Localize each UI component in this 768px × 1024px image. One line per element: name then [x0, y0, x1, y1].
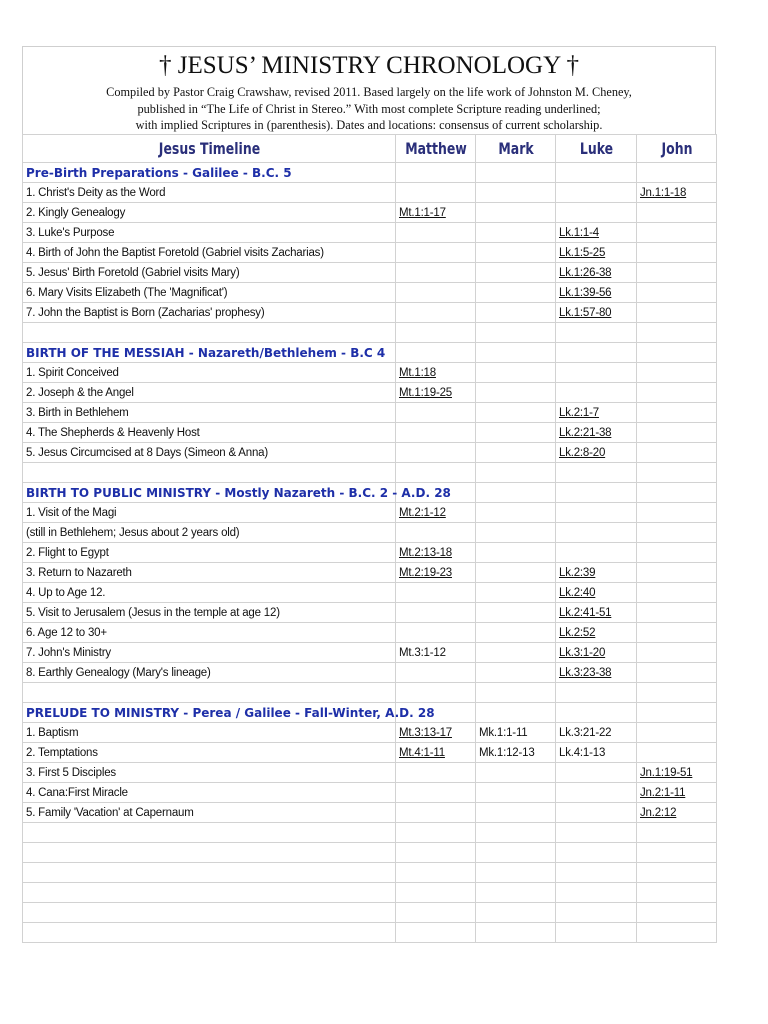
empty-cell	[396, 163, 476, 183]
john-reference[interactable]: Jn.2:12	[637, 803, 717, 823]
luke-reference[interactable]: Lk.1:5-25	[556, 243, 637, 263]
event-row	[23, 183, 717, 203]
matthew-reference	[396, 763, 476, 783]
john-reference	[637, 203, 717, 223]
event-row	[23, 583, 717, 603]
event-row	[23, 203, 717, 223]
section-title: BIRTH TO PUBLIC MINISTRY - Mostly Nazareth - B.C. 2 - A.D. 28	[23, 483, 396, 503]
luke-reference	[556, 203, 637, 223]
empty-cell	[476, 683, 556, 703]
blank-row	[23, 843, 717, 863]
empty-cell	[637, 863, 717, 883]
empty-cell	[23, 923, 396, 943]
event-row	[23, 443, 717, 463]
john-reference	[637, 743, 717, 763]
event-row	[23, 603, 717, 623]
event-label: 6. Age 12 to 30+	[23, 623, 396, 643]
event-label: 1. Visit of the Magi	[23, 503, 396, 523]
luke-reference[interactable]: Lk.2:8-20	[556, 443, 637, 463]
mark-reference	[476, 263, 556, 283]
luke-reference[interactable]: Lk.2:21-38	[556, 423, 637, 443]
luke-reference	[556, 383, 637, 403]
empty-cell	[396, 903, 476, 923]
empty-cell	[556, 463, 637, 483]
matthew-reference	[396, 803, 476, 823]
john-reference	[637, 443, 717, 463]
john-reference	[637, 423, 717, 443]
empty-cell	[476, 703, 556, 723]
luke-reference	[556, 363, 637, 383]
section-header-row	[23, 163, 717, 183]
title-box	[22, 46, 716, 134]
event-row	[23, 743, 717, 763]
luke-reference[interactable]: Lk.2:41-51	[556, 603, 637, 623]
luke-reference[interactable]: Lk.3:23-38	[556, 663, 637, 683]
luke-reference	[556, 783, 637, 803]
matthew-reference[interactable]: Mt.2:13-18	[396, 543, 476, 563]
empty-cell	[476, 323, 556, 343]
event-label: 7. John's Ministry	[23, 643, 396, 663]
empty-cell	[556, 163, 637, 183]
column-header-luke: Luke	[564, 135, 627, 163]
matthew-reference[interactable]: Mt.2:1-12	[396, 503, 476, 523]
john-reference	[637, 363, 717, 383]
luke-reference	[556, 803, 637, 823]
event-label: 2. Kingly Genealogy	[23, 203, 396, 223]
empty-cell	[396, 463, 476, 483]
empty-cell	[396, 343, 476, 363]
column-header-timeline: Jesus Timeline	[64, 135, 355, 163]
event-label: (still in Bethlehem; Jesus about 2 years old)	[23, 523, 396, 543]
empty-cell	[556, 323, 637, 343]
column-header-mark: Mark	[484, 135, 546, 163]
mark-reference	[476, 363, 556, 383]
john-reference	[637, 663, 717, 683]
empty-cell	[476, 463, 556, 483]
matthew-reference	[396, 583, 476, 603]
matthew-reference	[396, 403, 476, 423]
event-label: 5. Jesus Circumcised at 8 Days (Simeon & Anna)	[23, 443, 396, 463]
empty-cell	[476, 903, 556, 923]
empty-cell	[396, 863, 476, 883]
mark-reference	[476, 543, 556, 563]
mark-reference	[476, 383, 556, 403]
empty-cell	[396, 683, 476, 703]
event-label: 2. Temptations	[23, 743, 396, 763]
mark-reference	[476, 243, 556, 263]
matthew-reference	[396, 243, 476, 263]
john-reference	[637, 383, 717, 403]
empty-cell	[396, 923, 476, 943]
empty-cell	[556, 483, 637, 503]
luke-reference[interactable]: Lk.2:39	[556, 563, 637, 583]
john-reference	[637, 523, 717, 543]
empty-cell	[476, 883, 556, 903]
timeline-table	[22, 134, 717, 943]
mark-reference	[476, 623, 556, 643]
john-reference[interactable]: Jn.2:1-11	[637, 783, 717, 803]
empty-cell	[23, 903, 396, 923]
matthew-reference	[396, 663, 476, 683]
empty-cell	[556, 883, 637, 903]
mark-reference	[476, 663, 556, 683]
empty-cell	[23, 823, 396, 843]
empty-cell	[637, 883, 717, 903]
event-row	[23, 723, 717, 743]
mark-reference	[476, 503, 556, 523]
event-row	[23, 663, 717, 683]
empty-cell	[23, 323, 396, 343]
mark-reference	[476, 203, 556, 223]
matthew-reference	[396, 303, 476, 323]
john-reference	[637, 223, 717, 243]
event-row	[23, 783, 717, 803]
intro-line-1: Compiled by Pastor Craig Crawshaw, revised 2011. Based largely on the life work of Johnston M. Cheney,	[106, 85, 632, 99]
john-reference	[637, 563, 717, 583]
event-row	[23, 283, 717, 303]
matthew-reference	[396, 423, 476, 443]
empty-cell	[637, 323, 717, 343]
empty-cell	[556, 683, 637, 703]
mark-reference	[476, 423, 556, 443]
john-reference	[637, 723, 717, 743]
empty-cell	[476, 843, 556, 863]
mark-reference	[476, 603, 556, 623]
matthew-reference	[396, 523, 476, 543]
section-title: BIRTH OF THE MESSIAH - Nazareth/Bethlehem - B.C 4	[23, 343, 396, 363]
luke-reference[interactable]: Lk.1:1-4	[556, 223, 637, 243]
event-row	[23, 383, 717, 403]
john-reference	[637, 583, 717, 603]
luke-reference	[556, 183, 637, 203]
event-row	[23, 263, 717, 283]
john-reference	[637, 503, 717, 523]
luke-reference[interactable]: Lk.2:1-7	[556, 403, 637, 423]
event-label: 1. Christ's Deity as the Word	[23, 183, 396, 203]
mark-reference	[476, 223, 556, 243]
section-header-row	[23, 703, 717, 723]
empty-cell	[556, 923, 637, 943]
matthew-reference	[396, 263, 476, 283]
event-row	[23, 543, 717, 563]
blank-row	[23, 823, 717, 843]
matthew-reference[interactable]: Mt.4:1-11	[396, 743, 476, 763]
matthew-reference[interactable]: Mt.1:18	[396, 363, 476, 383]
event-label: 2. Joseph & the Angel	[23, 383, 396, 403]
event-label: 8. Earthly Genealogy (Mary's lineage)	[23, 663, 396, 683]
john-reference	[637, 623, 717, 643]
matthew-reference	[396, 783, 476, 803]
intro-line-3: with implied Scriptures in (parenthesis). Dates and locations: consensus of current scholarship.	[135, 118, 603, 132]
matthew-reference[interactable]: Mt.1:1-17	[396, 203, 476, 223]
document-title: † JESUS’ MINISTRY CHRONOLOGY †	[159, 52, 579, 79]
event-row	[23, 423, 717, 443]
event-label: 2. Flight to Egypt	[23, 543, 396, 563]
john-reference	[637, 643, 717, 663]
mark-reference	[476, 563, 556, 583]
event-row	[23, 363, 717, 383]
column-header-row	[23, 135, 717, 163]
event-label: 3. Luke's Purpose	[23, 223, 396, 243]
empty-cell	[396, 843, 476, 863]
column-header-john: John	[645, 135, 707, 163]
event-row	[23, 523, 717, 543]
empty-cell	[556, 903, 637, 923]
john-reference	[637, 303, 717, 323]
empty-cell	[476, 923, 556, 943]
john-reference	[637, 403, 717, 423]
blank-row	[23, 923, 717, 943]
empty-cell	[476, 483, 556, 503]
section-title: PRELUDE TO MINISTRY - Perea / Galilee - Fall-Winter, A.D. 28	[23, 703, 396, 723]
empty-cell	[637, 843, 717, 863]
luke-reference	[556, 543, 637, 563]
john-reference	[637, 263, 717, 283]
event-row	[23, 803, 717, 823]
matthew-reference[interactable]: Mt.3:1-12	[396, 643, 476, 663]
event-row	[23, 563, 717, 583]
blank-row	[23, 463, 717, 483]
event-row	[23, 223, 717, 243]
event-label: 5. Family 'Vacation' at Capernaum	[23, 803, 396, 823]
event-row	[23, 303, 717, 323]
matthew-reference[interactable]: Mt.3:13-17	[396, 723, 476, 743]
empty-cell	[556, 343, 637, 363]
empty-cell	[23, 463, 396, 483]
mark-reference	[476, 803, 556, 823]
empty-cell	[23, 863, 396, 883]
empty-cell	[637, 923, 717, 943]
event-label: 3. First 5 Disciples	[23, 763, 396, 783]
section-header-row	[23, 343, 717, 363]
john-reference	[637, 243, 717, 263]
john-reference	[637, 283, 717, 303]
matthew-reference	[396, 283, 476, 303]
mark-reference	[476, 443, 556, 463]
event-row	[23, 763, 717, 783]
matthew-reference	[396, 623, 476, 643]
blank-row	[23, 683, 717, 703]
empty-cell	[396, 883, 476, 903]
matthew-reference[interactable]: Mt.2:19-23	[396, 563, 476, 583]
mark-reference	[476, 783, 556, 803]
event-label: 4. The Shepherds & Heavenly Host	[23, 423, 396, 443]
blank-row	[23, 903, 717, 923]
empty-cell	[637, 463, 717, 483]
empty-cell	[396, 323, 476, 343]
luke-reference[interactable]: Lk.2:52	[556, 623, 637, 643]
luke-reference	[556, 763, 637, 783]
mark-reference	[476, 403, 556, 423]
empty-cell	[23, 683, 396, 703]
event-row	[23, 243, 717, 263]
empty-cell	[637, 703, 717, 723]
matthew-reference	[396, 443, 476, 463]
event-label: 3. Birth in Bethlehem	[23, 403, 396, 423]
event-label: 1. Baptism	[23, 723, 396, 743]
matthew-reference	[396, 183, 476, 203]
empty-cell	[23, 843, 396, 863]
event-label: 5. Jesus' Birth Foretold (Gabriel visits Mary)	[23, 263, 396, 283]
mark-reference	[476, 303, 556, 323]
empty-cell	[476, 823, 556, 843]
john-reference	[637, 543, 717, 563]
john-reference	[637, 603, 717, 623]
event-label: 4. Cana:First Miracle	[23, 783, 396, 803]
luke-reference[interactable]: Lk.1:39-56	[556, 283, 637, 303]
empty-cell	[556, 843, 637, 863]
mark-reference	[476, 763, 556, 783]
luke-reference[interactable]: Lk.4:1-13	[556, 743, 637, 763]
event-row	[23, 503, 717, 523]
empty-cell	[556, 703, 637, 723]
matthew-reference	[396, 223, 476, 243]
mark-reference	[476, 283, 556, 303]
empty-cell	[556, 863, 637, 883]
mark-reference	[476, 643, 556, 663]
luke-reference[interactable]: Lk.3:1-20	[556, 643, 637, 663]
section-header-row	[23, 483, 717, 503]
empty-cell	[396, 823, 476, 843]
event-label: 7. John the Baptist is Born (Zacharias' prophesy)	[23, 303, 396, 323]
event-row	[23, 403, 717, 423]
event-label: 4. Up to Age 12.	[23, 583, 396, 603]
blank-row	[23, 323, 717, 343]
luke-reference[interactable]: Lk.1:57-80	[556, 303, 637, 323]
mark-reference	[476, 583, 556, 603]
event-label: 1. Spirit Conceived	[23, 363, 396, 383]
empty-cell	[637, 343, 717, 363]
john-reference[interactable]: Jn.1:19-51	[637, 763, 717, 783]
matthew-reference	[396, 603, 476, 623]
event-label: 5. Visit to Jerusalem (Jesus in the temple at age 12)	[23, 603, 396, 623]
chronology-sheet	[22, 46, 716, 943]
event-label: 6. Mary Visits Elizabeth (The 'Magnificat')	[23, 283, 396, 303]
intro-line-2: published in “The Life of Christ in Stereo.” With most complete Scripture reading underlined;	[137, 101, 601, 116]
blank-row	[23, 883, 717, 903]
empty-cell	[637, 483, 717, 503]
matthew-reference[interactable]: Mt.1:19-25	[396, 383, 476, 403]
empty-cell	[476, 163, 556, 183]
empty-cell	[476, 863, 556, 883]
section-title: Pre-Birth Preparations - Galilee - B.C. 5	[23, 163, 396, 183]
luke-reference[interactable]: Lk.3:21-22	[556, 723, 637, 743]
luke-reference[interactable]: Lk.2:40	[556, 583, 637, 603]
empty-cell	[476, 343, 556, 363]
event-label: 4. Birth of John the Baptist Foretold (Gabriel visits Zacharias)	[23, 243, 396, 263]
mark-reference[interactable]: Mk.1:12-13	[476, 743, 556, 763]
empty-cell	[637, 903, 717, 923]
mark-reference[interactable]: Mk.1:1-11	[476, 723, 556, 743]
luke-reference[interactable]: Lk.1:26-38	[556, 263, 637, 283]
timeline-body	[23, 163, 717, 943]
empty-cell	[637, 823, 717, 843]
event-row	[23, 623, 717, 643]
empty-cell	[23, 883, 396, 903]
john-reference[interactable]: Jn.1:1-18	[637, 183, 717, 203]
luke-reference	[556, 523, 637, 543]
luke-reference	[556, 503, 637, 523]
mark-reference	[476, 523, 556, 543]
mark-reference	[476, 183, 556, 203]
blank-row	[23, 863, 717, 883]
empty-cell	[637, 683, 717, 703]
event-row	[23, 643, 717, 663]
empty-cell	[637, 163, 717, 183]
event-label: 3. Return to Nazareth	[23, 563, 396, 583]
empty-cell	[556, 823, 637, 843]
column-header-matthew: Matthew	[404, 135, 466, 163]
